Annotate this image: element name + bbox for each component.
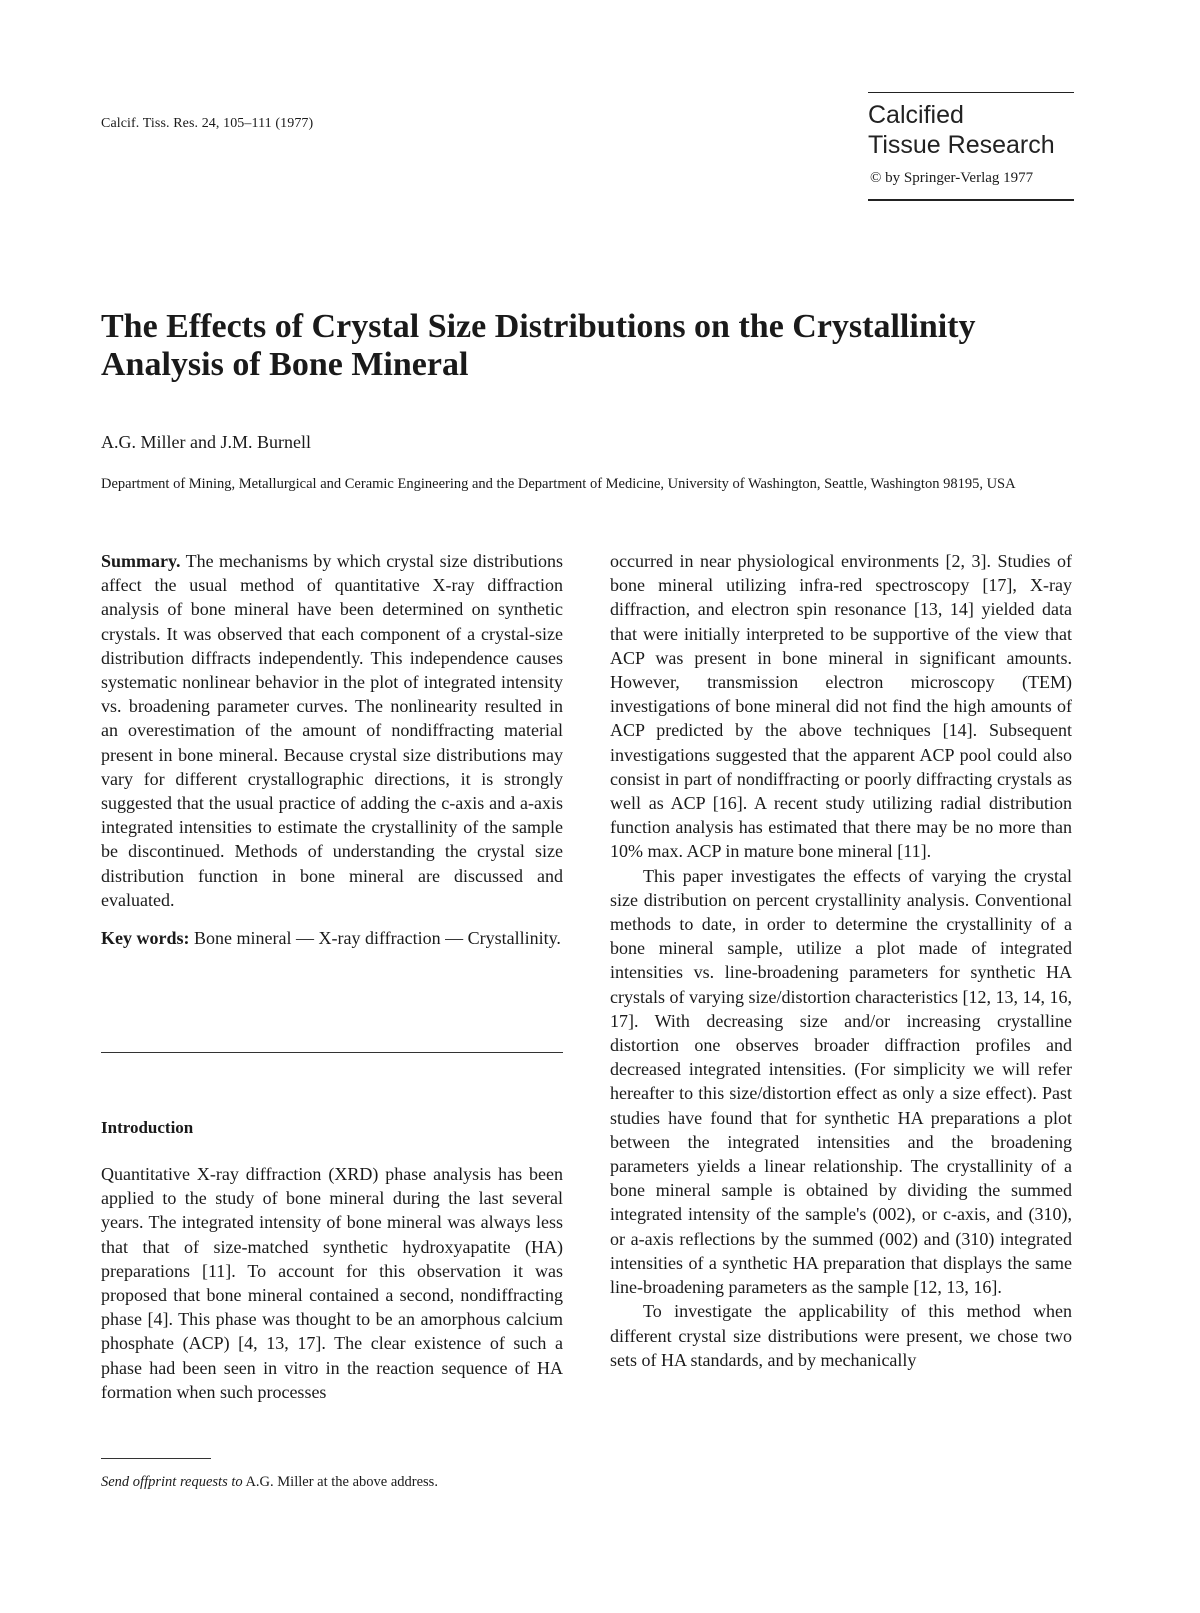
publisher-copyright: © by Springer-Verlag 1977 (870, 170, 1034, 187)
right-column (610, 549, 1072, 1372)
footnote (101, 1474, 438, 1491)
keywords-paragraph (101, 926, 563, 950)
author-affiliation: Department of Mining, Metallurgical and Ceramic Engineering and the Department of Medicine, University of Washington, Seattle, Washington 98195, USA (101, 476, 1016, 492)
journal-name (868, 100, 1074, 160)
journal-citation: Calcif. Tiss. Res. 24, 105–111 (1977) (101, 116, 314, 131)
introduction-paragraph-1-continued: occurred in near physiological environments [2, 3]. Studies of bone mineral utilizing infra-red spectroscopy [17], X-ray diffraction, and electron spin resonance [13, 14] yielded data that were initially interpreted to be supportive of the view that ACP was present in bone mineral in significant amounts. However, transmission electron microscopy (TEM) investigations of bone mineral did not find the high amounts of ACP predicted by the above techniques [14]. Subsequent investigations suggested that the apparent ACP pool could also consist in part of nondiffracting or poorly diffracting crystals as well as ACP [16]. A recent study utilizing radial distribution function analysis has estimated that there may be no more than 10% max. ACP in mature bone mineral [11]. (610, 551, 1072, 862)
article-title: The Effects of Crystal Size Distributions on the Crystallinity Analysis of Bone Mineral (101, 308, 976, 383)
footnote-lead: Send offprint requests to (101, 1474, 243, 1490)
left-column (101, 549, 563, 950)
section-divider (101, 1052, 563, 1053)
keywords-label: Key words: (101, 928, 190, 949)
journal-name-line1: Calcified (868, 101, 964, 130)
keywords-text: Bone mineral — X-ray diffraction — Crystallinity. (189, 928, 561, 949)
journal-name-line2: Tissue Research (868, 131, 1055, 160)
article-authors: A.G. Miller and J.M. Burnell (101, 432, 311, 452)
footnote-text: A.G. Miller at the above address. (242, 1474, 438, 1490)
footnote-rule (101, 1458, 211, 1459)
summary-label: Summary. (101, 551, 181, 571)
masthead-top-rule (868, 92, 1074, 93)
introduction-paragraph-1: Quantitative X-ray diffraction (XRD) phase analysis has been applied to the study of bone mineral during the last several years. The integrated intensity of bone mineral was always less that that of size-matched synthetic hydroxyapatite (HA) preparations [11]. To account for this observation it was proposed that bone mineral contained a second, nondiffracting phase [4]. This phase was thought to be an amorphous calcium phosphate (ACP) [4, 13, 17]. The clear existence of such a phase had been seen in vitro in the reaction sequence of HA formation when such processes (101, 1164, 563, 1402)
masthead-bottom-rule (868, 199, 1074, 200)
summary-paragraph (101, 549, 563, 912)
introduction-heading: Introduction (101, 1118, 194, 1137)
introduction-paragraph-3: To investigate the applicability of this method when different crystal size distributions were present, we chose two sets of HA standards, and by mechanically (610, 1301, 1072, 1370)
introduction-paragraph-2: This paper investigates the effects of varying the crystal size distribution on percent crystallinity analysis. Conventional methods to date, in order to determine the crystallinity of a bone mineral sample, utilize a plot made of integrated intensities vs. line-broadening parameters for synthetic HA crystals of varying size/distortion characteristics [12, 13, 14, 16, 17]. With decreasing size and/or increasing crystalline distortion one observes broader diffraction profiles and decreased integrated intensities. (For simplicity we will refer hereafter to this size/distortion effect as only a size effect). Past studies have found that for synthetic HA preparations a plot between the integrated intensities and the broadening parameters yields a linear relationship. The crystallinity of a bone mineral sample is obtained by dividing the summed integrated intensity of the sample's (002), or c-axis, and (310), or a-axis reflections by the summed (002) and (310) integrated intensities of a synthetic HA preparation that displays the same line-broadening parameters as the sample [12, 13, 16]. (610, 865, 1072, 1298)
journal-masthead (868, 92, 1074, 201)
summary-text: The mechanisms by which crystal size distributions affect the usual method of quantitative X-ray diffraction analysis of bone mineral have been determined on synthetic crystals. It was observed that each component of a crystal-size distribution diffracts independently. This independence causes systematic nonlinear behavior in the plot of integrated intensity vs. broadening parameter curves. The nonlinearity resulted in an overestimation of the amount of nondiffracting material present in bone mineral. Because crystal size distributions may vary for different crystallographic directions, it is strongly suggested that the usual practice of adding the c-axis and a-axis integrated intensities to estimate the crystallinity of the sample be discontinued. Methods of understanding the crystal size distribution function in bone mineral are discussed and evaluated. (101, 551, 563, 910)
